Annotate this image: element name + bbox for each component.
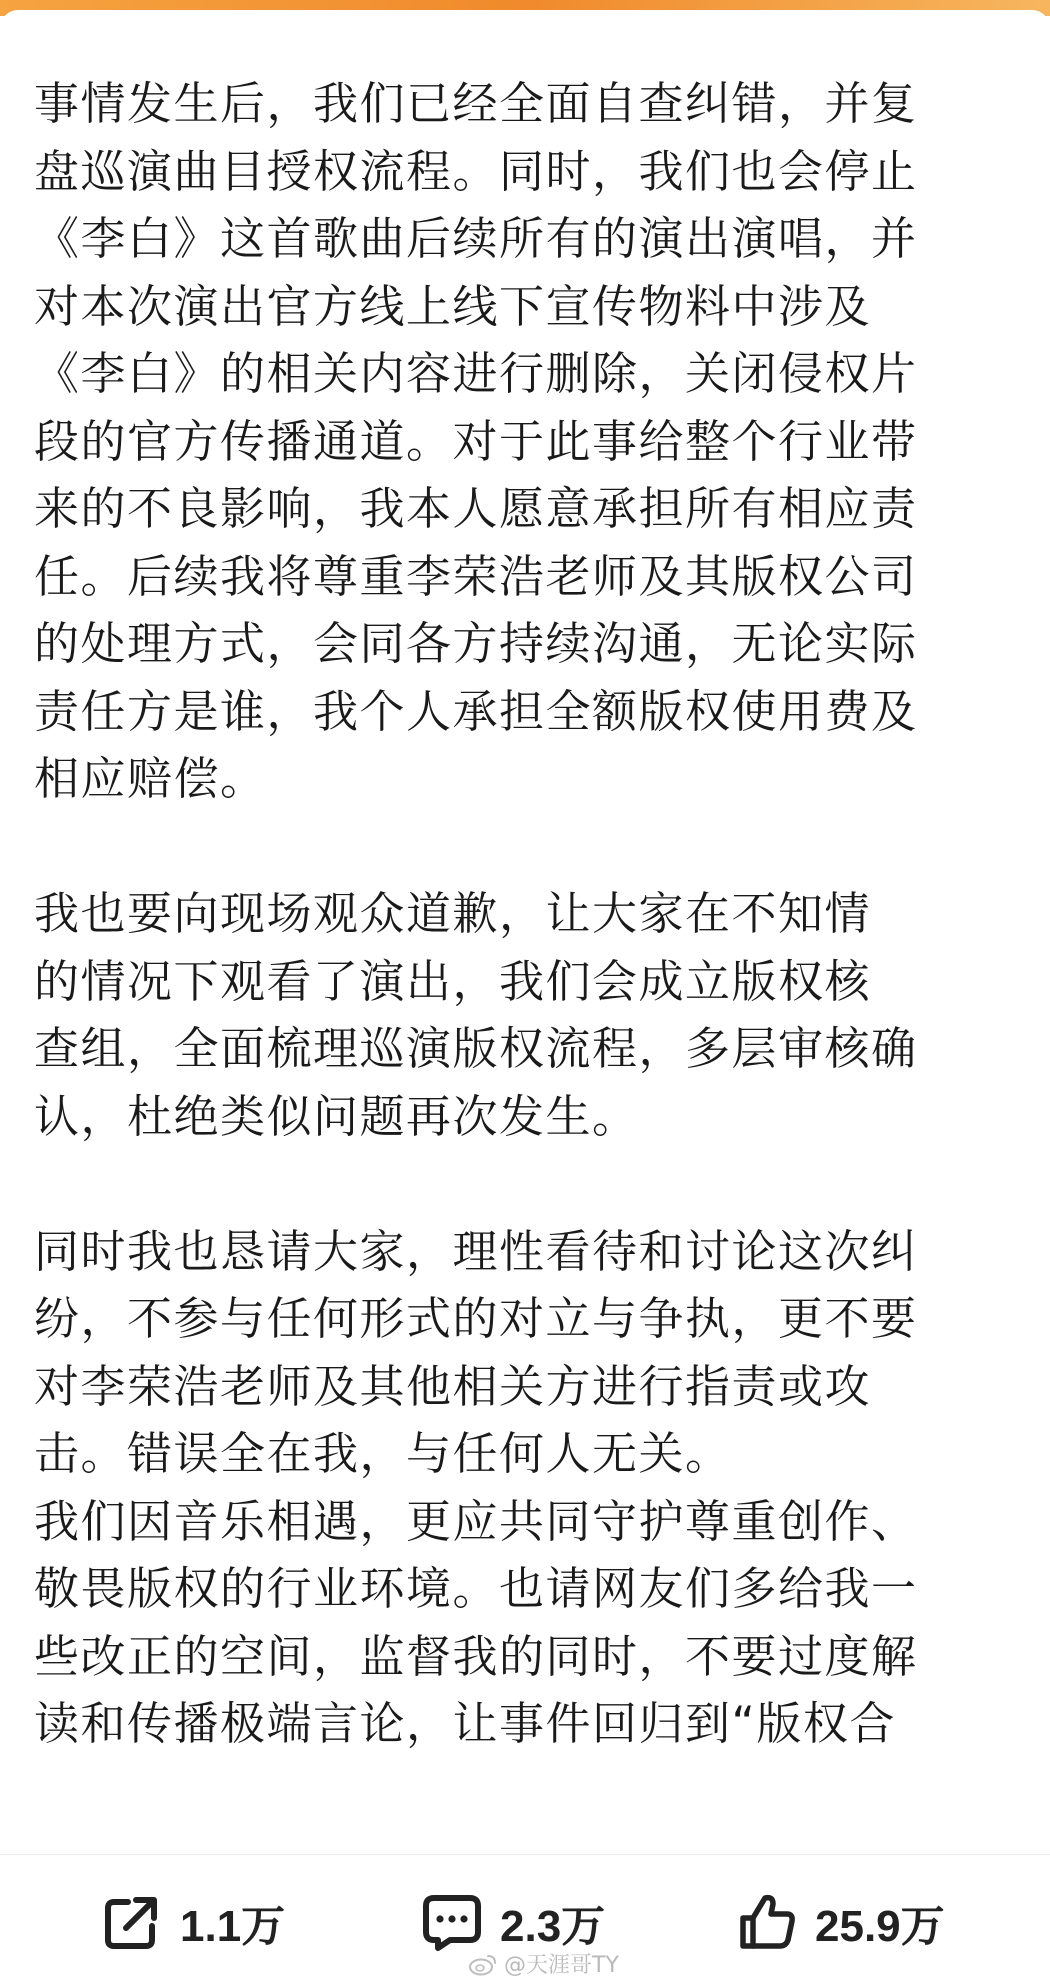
post-text-line: 的情况下观看了演出，我们会成立版权核: [34, 954, 872, 1008]
post-text-line: 来的不良影响，我本人愿意承担所有相应责: [34, 482, 918, 535]
post-text-line: 我也要向现场观众道歉，让大家在不知情: [34, 887, 872, 940]
post-text-line: 相应赔偿。: [34, 752, 267, 805]
thumbs-up-icon: [735, 1890, 799, 1954]
paragraph-gap: [34, 1150, 1024, 1218]
post-text-line: 的处理方式，会同各方持续沟通，无论实际: [34, 617, 918, 670]
post-text-line: 读和传播极端言论，让事件回归到“版权合: [34, 1697, 896, 1750]
post-text-line: 责任方是谁，我个人承担全额版权使用费及: [34, 684, 918, 738]
weibo-logo-icon: [468, 1952, 498, 1976]
post-text-line: 事情发生后，我们已经全面自查纠错，并复: [34, 77, 918, 130]
like-count: 25.9万: [815, 1902, 945, 1951]
post-text-line: 我们因音乐相遇，更应共同守护尊重创作、: [34, 1494, 918, 1548]
post-text-line: 认，杜绝类似问题再次发生。: [34, 1089, 639, 1143]
post-text-line: 段的官方传播通道。对于此事给整个行业带: [34, 414, 918, 468]
post-text-line: 对李荣浩老师及其他相关方进行指责或攻: [34, 1359, 872, 1413]
share-icon: [100, 1890, 164, 1954]
post-text-line: 纷，不参与任何形式的对立与争执，更不要: [34, 1292, 918, 1345]
post-text-line: 《李白》的相关内容进行删除，关闭侵权片: [34, 347, 918, 400]
paragraph-gap: [34, 813, 1024, 881]
watermark-text: @天涯哥TY: [504, 1953, 619, 1978]
post-text-line: 对本次演出官方线上线下宣传物料中涉及: [34, 279, 872, 333]
weibo-watermark: [468, 1948, 619, 1979]
post-body-text: [34, 70, 1024, 1860]
post-text-line: 同时我也恳请大家，理性看待和讨论这次纠: [34, 1224, 918, 1278]
like-button[interactable]: [735, 1855, 945, 1988]
post-text-line: 《李白》这首歌曲后续所有的演出演唱，并: [34, 212, 918, 265]
comment-count: 2.3万: [500, 1902, 606, 1951]
comment-icon: [420, 1890, 484, 1954]
post-text-line: 盘巡演曲目授权流程。同时，我们也会停止: [34, 144, 918, 198]
post-card: [0, 10, 1050, 1988]
share-count: 1.1万: [180, 1902, 286, 1951]
share-button[interactable]: [100, 1855, 285, 1988]
post-text-line: 些改正的空间，监督我的同时，不要过度解: [34, 1629, 918, 1683]
post-text-line: 击。错误全在我，与任何人无关。: [34, 1427, 732, 1480]
post-text-line: 查组，全面梳理巡演版权流程，多层审核确: [34, 1022, 918, 1075]
post-text-line: 敬畏版权的行业环境。也请网友们多给我一: [34, 1562, 918, 1615]
post-text-line: 任。后续我将尊重李荣浩老师及其版权公司: [34, 549, 918, 603]
